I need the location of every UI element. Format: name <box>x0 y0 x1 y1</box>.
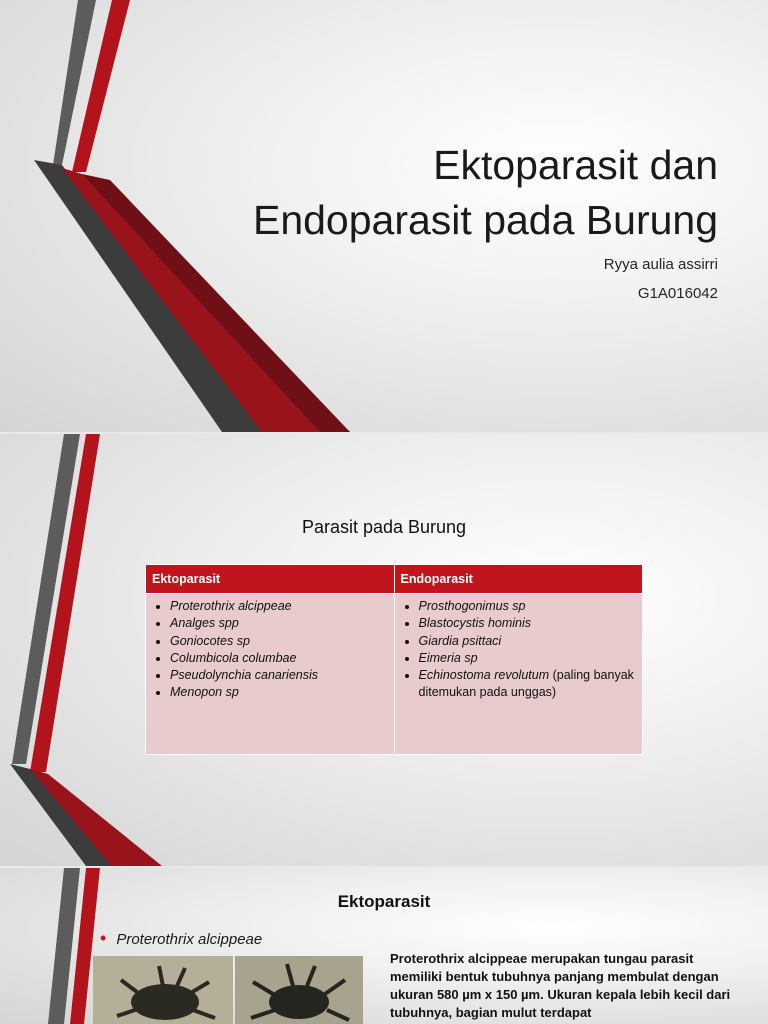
mite-photo-1 <box>93 956 233 1024</box>
bullet-item <box>100 928 262 949</box>
title-slide[interactable] <box>0 0 768 432</box>
bullet-dot-icon: • <box>100 928 107 948</box>
author-name: Ryya aulia assirri <box>603 256 718 273</box>
species-note: (paling banyak ditemukan pada unggas) <box>418 668 634 700</box>
list-item: • Proterothrix alcippeae <box>170 598 388 615</box>
list-item: • Giardia psittaci <box>419 633 637 650</box>
title-line-1: Ektoparasit dan <box>433 142 718 188</box>
list-item: • Goniocotes sp <box>170 633 388 650</box>
list-item: • Prosthogonimus sp <box>419 598 637 615</box>
list-item: • Pseudolynchia canariensis <box>170 667 388 684</box>
bullet-text: Proterothrix alcippeae <box>116 931 263 948</box>
ektoparasit-slide[interactable] <box>0 868 768 1024</box>
presentation-title <box>253 138 718 248</box>
parasite-table <box>145 564 643 755</box>
student-id: G1A016042 <box>637 285 718 302</box>
species-name: Echinostoma revolutum <box>418 668 550 683</box>
mite-image <box>235 956 363 1024</box>
header-endoparasit: Endoparasit <box>394 565 643 594</box>
slide-title: Parasit pada Burung <box>301 517 467 537</box>
mite-image <box>93 956 233 1024</box>
header-ektoparasit: Ektoparasit <box>146 565 395 594</box>
ektoparasit-cell <box>146 594 395 755</box>
list-item <box>419 667 637 702</box>
list-item: • Menopon sp <box>170 684 388 701</box>
list-item: • Eimeria sp <box>419 650 637 667</box>
list-item: • Columbicola columbae <box>170 650 388 667</box>
slide-title: Ektoparasit <box>337 892 431 911</box>
title-line-2: Endoparasit pada Burung <box>252 197 718 243</box>
endoparasit-cell <box>394 594 643 755</box>
mite-photo-2 <box>235 956 363 1024</box>
list-item: • Analges spp <box>170 615 388 632</box>
parasite-table-slide[interactable] <box>0 434 768 866</box>
list-item: • Blastocystis hominis <box>419 615 637 632</box>
description-text: Proterothrix alcippeae merupakan tungau parasit memiliki bentuk tubuhnya panjang membulat dengan ukuran 580 µm x 150 µm. Ukuran kepala lebih kecil dari tubuhnya, bagian mulut terdapat <box>390 951 731 1020</box>
